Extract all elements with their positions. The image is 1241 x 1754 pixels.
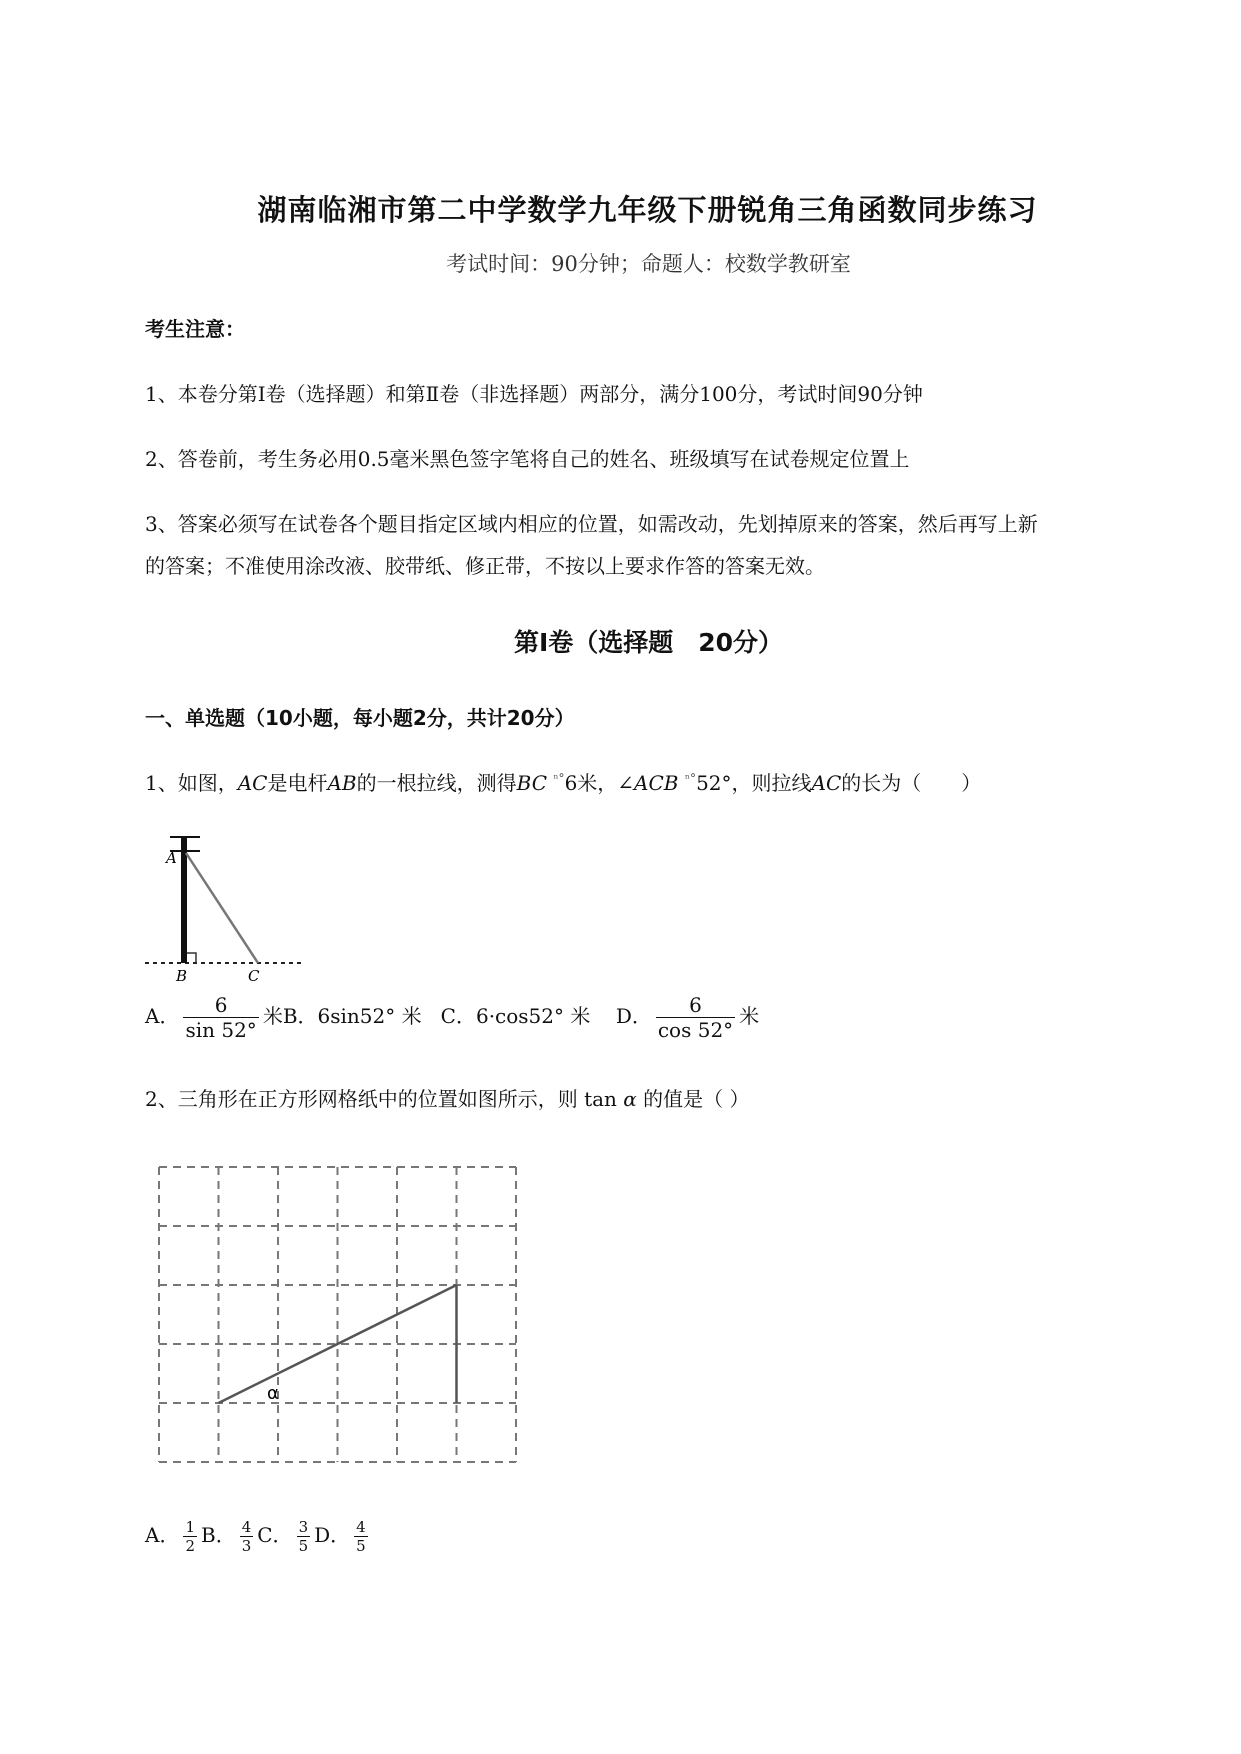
option-d-fraction [354,1518,368,1555]
option-a-label: A． [145,1523,180,1547]
equation-placeholder-mark: ⁿ° [553,771,565,786]
q1-text: 1、如图， [145,771,238,795]
notice-item-3-line-1: 3、答案必须写在试卷各个题目指定区域内相应的位置，如需改动，先划掉原来的答案，然后再写上新 [145,512,1038,536]
section-title: 第Ⅰ卷（选择题 20分） [513,628,784,657]
option-c-label: C． [257,1523,293,1547]
fraction-numerator: 6 [656,993,735,1018]
fraction-denominator: 3 [241,1537,252,1555]
label-a: A [166,849,177,867]
q1-ab: AB [327,771,357,795]
q1-text: 的一根拉线，测得 [356,771,517,795]
fraction-numerator: 4 [356,1518,366,1536]
q1-value: 52°，则拉线 [696,771,812,795]
q1-value: 6米， [564,771,618,795]
guy-wire [186,853,258,963]
option-d-unit: 米 [739,1004,760,1028]
option-c[interactable]: C．6·cos52° 米 [440,1004,591,1028]
option-c[interactable] [257,1518,314,1555]
notice-item-1: 1、本卷分第Ⅰ卷（选择题）和第Ⅱ卷（非选择题）两部分，满分100分，考试时间90分钟 [145,382,923,406]
fraction-numerator: 1 [185,1518,195,1536]
q2-text: 的值是（ ） [636,1087,750,1111]
q1-bc: BC [516,771,547,795]
option-d-label: D． [314,1523,351,1547]
fraction-numerator: 6 [183,993,258,1018]
option-b-fraction [240,1518,254,1555]
triangle-hypotenuse [219,1285,457,1403]
option-b-label: B． [201,1523,236,1547]
q2-text: 2、三角形在正方形网格纸中的位置如图所示，则 tan [145,1087,617,1111]
option-a-fraction [183,993,258,1042]
option-d[interactable] [314,1518,372,1555]
option-a[interactable] [145,1518,201,1555]
notice-item-2: 2、答卷前，考生务必用0.5毫米黑色签字笔将自己的姓名、班级填写在试卷规定位置上 [145,447,910,471]
question-1-stem [145,767,981,796]
option-c-fraction [297,1518,311,1555]
question-2-options [145,1518,372,1555]
option-d-fraction [656,993,735,1042]
notice-item-3-line-2: 的答案；不准使用涂改液、胶带纸、修正带，不按以上要求作答的答案无效。 [145,554,825,578]
angle-alpha-label: α [267,1383,279,1404]
notice-heading: 考生注意： [145,317,245,341]
question-1-options [145,993,759,1042]
part-heading: 一、单选题（10小题，每小题2分，共计20分） [145,706,575,730]
q1-text: 是电杆 [267,771,328,795]
q1-ac: AC [811,771,842,795]
exam-info: 考试时间：90分钟；命题人：校数学教研室 [446,252,851,276]
q1-ac: AC [237,771,268,795]
option-a[interactable] [145,993,283,1042]
fraction-denominator: 5 [356,1537,366,1555]
q2-alpha: α [623,1087,637,1111]
fraction-denominator: sin 52° [185,1018,257,1042]
option-d[interactable] [615,993,760,1042]
fraction-numerator: 3 [298,1518,309,1536]
equation-placeholder-mark: ⁿ° [684,771,697,786]
q1-text: 的长为（ ） [841,771,982,795]
label-c: C [248,967,260,985]
option-b[interactable]: B．6sin52° 米 [282,1004,422,1028]
q1-pole-figure [140,825,310,985]
q1-angle: ∠ACB [617,771,679,795]
fraction-denominator: cos 52° [657,1018,734,1042]
option-a-fraction [183,1518,197,1555]
fraction-denominator: 2 [185,1537,195,1555]
label-b: B [176,967,188,985]
option-a-unit: 米 [262,1004,283,1028]
fraction-numerator: 4 [241,1518,252,1536]
option-b[interactable] [201,1518,257,1555]
page-title: 湖南临湘市第二中学数学九年级下册锐角三角函数同步练习 [257,193,1038,227]
fraction-denominator: 5 [298,1537,309,1555]
question-2-stem [145,1083,750,1112]
option-a-label: A． [145,1004,180,1028]
grid-lines [159,1167,516,1462]
right-angle-mark [187,953,196,963]
option-d-label: D． [615,1004,652,1028]
q2-grid-figure [155,1163,525,1473]
